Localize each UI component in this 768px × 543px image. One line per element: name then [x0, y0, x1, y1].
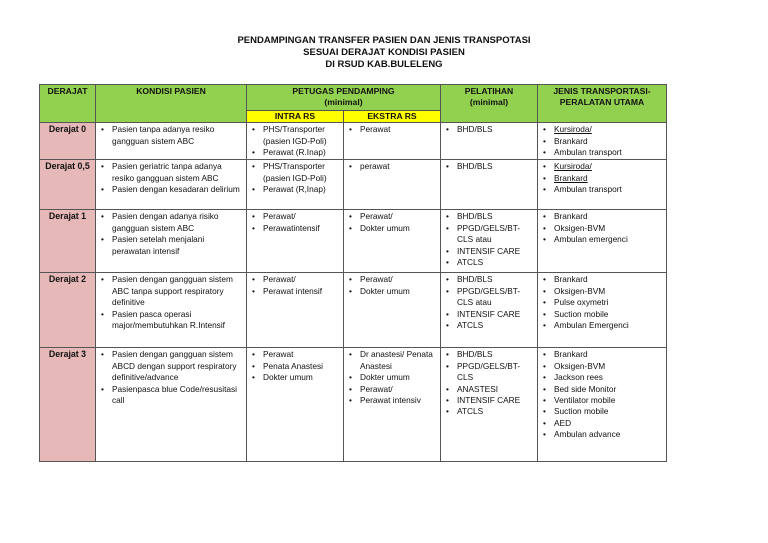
derajat-cell: Derajat 2 [40, 273, 96, 348]
list-item: • Penata Anastesi [250, 361, 340, 372]
list-item: • Pasienpasca blue Code/resusitasi call [99, 384, 243, 407]
header-kondisi: KONDISI PASIEN [96, 85, 247, 123]
list-item: • Ambulan advance [541, 429, 663, 440]
list-item: • Brankard [541, 136, 663, 147]
list-item: • INTENSIF CARE [444, 395, 534, 406]
list-item: • Suction mobile [541, 406, 663, 417]
list-item: • PPGD/GELS/BT-CLS [444, 361, 534, 384]
jenis-cell [538, 210, 667, 273]
list-item: • Perawat/ [347, 384, 437, 395]
list-item: • INTENSIF CARE [444, 309, 534, 320]
kondisi-cell [96, 210, 247, 273]
intra-cell [247, 210, 344, 273]
kondisi-cell [96, 273, 247, 348]
pelatihan-cell [441, 210, 538, 273]
list-item: • Ventilator mobile [541, 395, 663, 406]
intra-cell [247, 123, 344, 160]
list-item: • Kursiroda/ [541, 124, 663, 135]
list-item: • Perawat (R,Inap) [250, 184, 340, 195]
intra-cell [247, 160, 344, 210]
ekstra-cell [344, 273, 441, 348]
list-item: • AED [541, 418, 663, 429]
pelatihan-cell [441, 160, 538, 210]
pelatihan-cell [441, 273, 538, 348]
list-item: • Perawat (R.Inap) [250, 147, 340, 158]
header-ekstra: EKSTRA RS [344, 110, 441, 122]
list-item: • BHD/BLS [444, 161, 534, 172]
list-item: • Perawat/ [347, 211, 437, 222]
derajat-cell: Derajat 1 [40, 210, 96, 273]
table-row [40, 160, 667, 210]
kondisi-cell [96, 160, 247, 210]
list-item: • PHS/Transporter (pasien IGD-Poli) [250, 161, 340, 184]
list-item: • Kursiroda/ [541, 161, 663, 172]
header-pelatihan: PELATIHAN (minimal) [441, 85, 538, 123]
list-item: • PHS/Transporter (pasien IGD-Poli) [250, 124, 340, 147]
list-item: • Pasien pasca operasi major/membutuhkan R.Intensif [99, 309, 243, 332]
list-item: • ANASTESI [444, 384, 534, 395]
list-item: • Dokter umum [347, 372, 437, 383]
list-item: • Brankard [541, 349, 663, 360]
list-item: • ATCLS [444, 406, 534, 417]
list-item: • Brankard [541, 211, 663, 222]
list-item: • PPGD/GELS/BT-CLS atau [444, 223, 534, 246]
table-row [40, 348, 667, 462]
list-item: • Perawat/ [250, 211, 340, 222]
kondisi-cell [96, 348, 247, 462]
list-item: • Perawat intensif [250, 286, 340, 297]
list-item: • Perawat [347, 124, 437, 135]
list-item: • BHD/BLS [444, 211, 534, 222]
list-item: • Jackson rees [541, 372, 663, 383]
list-item: • Brankard [541, 173, 663, 184]
list-item: • Bed side Monitor [541, 384, 663, 395]
list-item: • Perawat [250, 349, 340, 360]
list-item: • Pasien tanpa adanya resiko gangguan sistem ABC [99, 124, 243, 147]
title-line-1: PENDAMPINGAN TRANSFER PASIEN DAN JENIS TRANSPOTASI [237, 35, 531, 46]
jenis-cell [538, 273, 667, 348]
list-item: • Pasien dengan kesadaran delirium [99, 184, 243, 195]
title-line-2: SESUAI DERAJAT KONDISI PASIEN [303, 47, 465, 58]
ekstra-cell [344, 123, 441, 160]
list-item: • BHD/BLS [444, 349, 534, 360]
header-jenis: JENIS TRANSPORTASI- PERALATAN UTAMA [538, 85, 667, 123]
list-item: • Dr anastesi/ Penata Anastesi [347, 349, 437, 372]
ekstra-cell [344, 348, 441, 462]
list-item: • Ambulan Emergenci [541, 320, 663, 331]
derajat-cell: Derajat 3 [40, 348, 96, 462]
list-item: • Perawat/ [347, 274, 437, 285]
list-item: • BHD/BLS [444, 124, 534, 135]
list-item: • ATCLS [444, 257, 534, 268]
jenis-cell [538, 123, 667, 160]
header-derajat: DERAJAT [40, 85, 96, 123]
list-item: • Perawat/ [250, 274, 340, 285]
transfer-table [39, 84, 667, 462]
list-item: • Pasien dengan gangguan sistem ABC tanpa support respiratory definitive [99, 274, 243, 308]
jenis-cell [538, 348, 667, 462]
ekstra-cell [344, 160, 441, 210]
list-item: • perawat [347, 161, 437, 172]
list-item: • Suction mobile [541, 309, 663, 320]
list-item: • Pasien geriatric tanpa adanya resiko gangguan sistem ABC [99, 161, 243, 184]
derajat-cell: Derajat 0,5 [40, 160, 96, 210]
list-item: • PPGD/GELS/BT-CLS atau [444, 286, 534, 309]
intra-cell [247, 273, 344, 348]
pelatihan-cell [441, 123, 538, 160]
table-row [40, 210, 667, 273]
header-petugas: PETUGAS PENDAMPING (minimal) [247, 85, 441, 111]
list-item: • Ambulan emergenci [541, 234, 663, 245]
jenis-cell [538, 160, 667, 210]
list-item: • ATCLS [444, 320, 534, 331]
table-row [40, 123, 667, 160]
list-item: • Ambulan transport [541, 147, 663, 158]
table-row [40, 273, 667, 348]
list-item: • Dokter umum [250, 372, 340, 383]
list-item: • BHD/BLS [444, 274, 534, 285]
list-item: • Ambulan transport [541, 184, 663, 195]
list-item: • Brankard [541, 274, 663, 285]
list-item: • Pasien dengan gangguan sistem ABCD dengan support respiratory definitive/advance [99, 349, 243, 383]
title-line-3: DI RSUD KAB.BULELENG [325, 59, 443, 70]
list-item: • Dokter umum [347, 223, 437, 234]
list-item: • Dokter umum [347, 286, 437, 297]
list-item: • Oksigen-BVM [541, 361, 663, 372]
ekstra-cell [344, 210, 441, 273]
list-item: • Perawatintensif [250, 223, 340, 234]
list-item: • Pasien dengan adanya risiko gangguan sistem ABC [99, 211, 243, 234]
intra-cell [247, 348, 344, 462]
list-item: • INTENSIF CARE [444, 246, 534, 257]
list-item: • Perawat intensiv [347, 395, 437, 406]
list-item: • Pulse oxymetri [541, 297, 663, 308]
derajat-cell: Derajat 0 [40, 123, 96, 160]
list-item: • Oksigen-BVM [541, 286, 663, 297]
header-intra: INTRA RS [247, 110, 344, 122]
kondisi-cell [96, 123, 247, 160]
list-item: • Oksigen-BVM [541, 223, 663, 234]
list-item: • Pasien setelah menjalani perawatan intensif [99, 234, 243, 257]
pelatihan-cell [441, 348, 538, 462]
